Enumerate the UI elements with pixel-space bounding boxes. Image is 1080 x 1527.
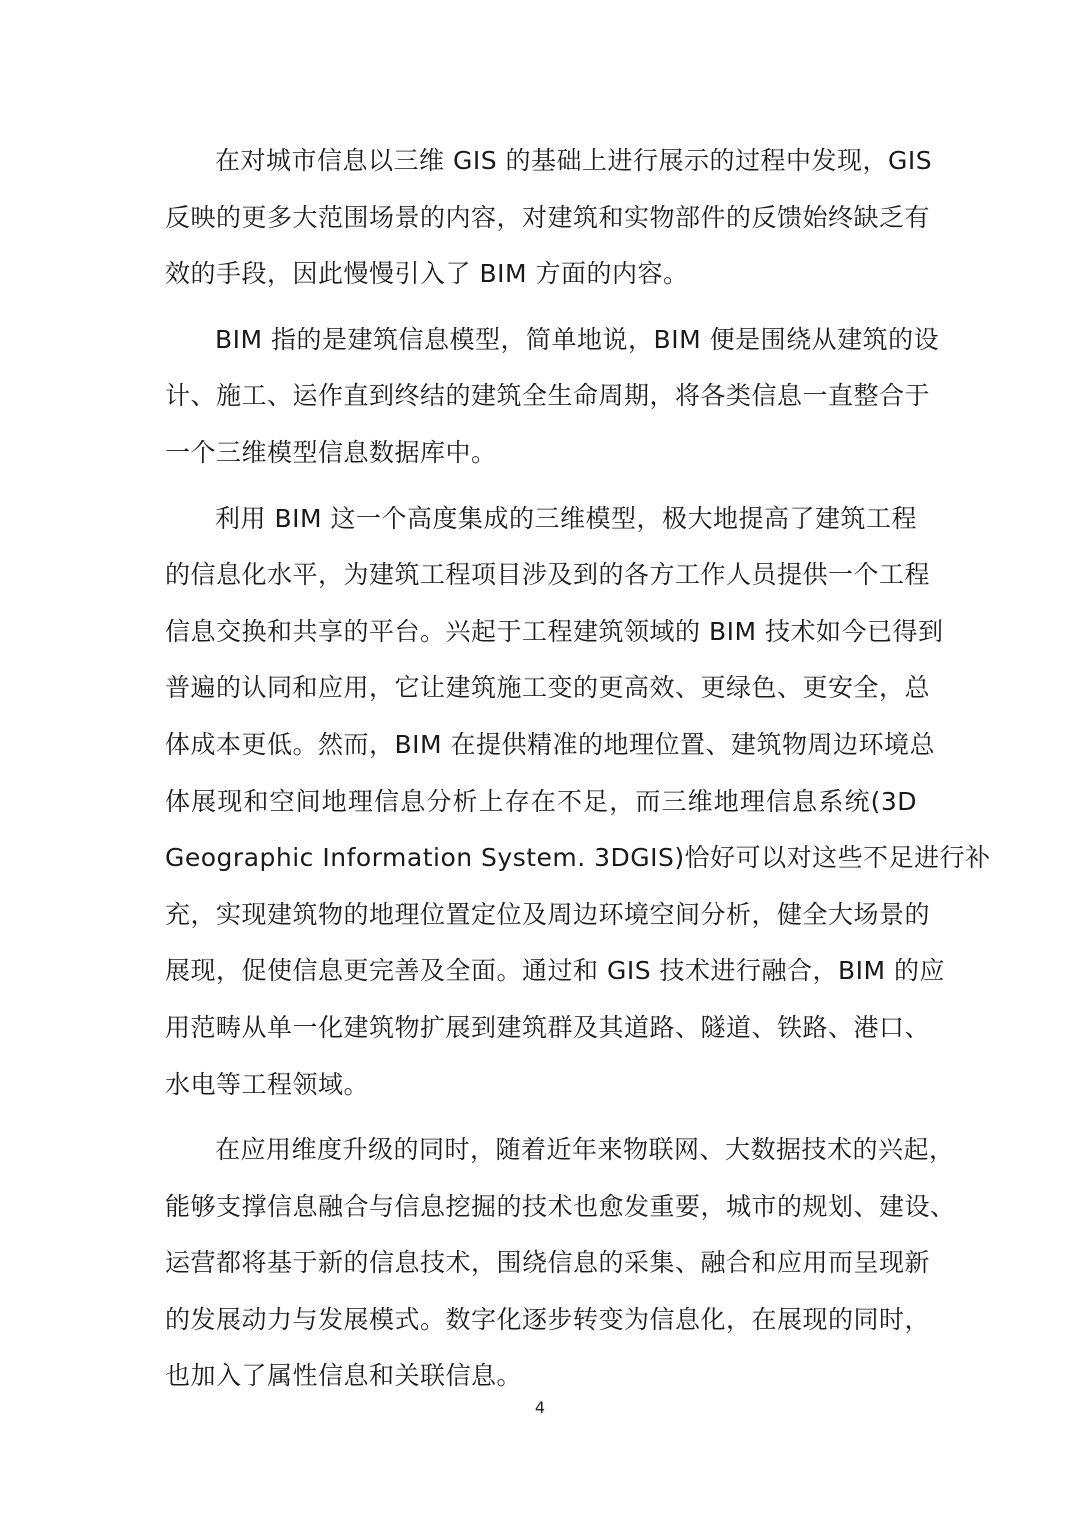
- text-line: 也加入了属性信息和关联信息。: [165, 1361, 523, 1391]
- page-number: 4: [534, 1398, 546, 1417]
- paragraph-information-upgrade: [165, 1122, 956, 1405]
- text-line: 充，实现建筑物的地理位置定位及周边环境空间分析，健全大场景的: [165, 899, 931, 929]
- text-line: 效的手段，因此慢慢引入了 BIM 方面的内容。: [165, 259, 689, 289]
- body-text: [165, 133, 991, 1414]
- text-line: 一个三维模型信息数据库中。: [165, 437, 497, 467]
- text-line: 计、施工、运作直到终结的建筑全生命周期，将各类信息一直整合于: [165, 381, 931, 411]
- text-line: 在应用维度升级的同时，随着近年来物联网、大数据技术的兴起，: [215, 1135, 955, 1165]
- text-line: 在对城市信息以三维 GIS 的基础上进行展示的过程中发现，GIS: [215, 146, 933, 175]
- text-line: 普遍的认同和应用，它让建筑施工变的更高效、更绿色、更安全，总: [165, 673, 931, 703]
- text-line: 用范畴从单一化建筑物扩展到建筑群及其道路、隧道、铁路、港口、: [165, 1012, 931, 1042]
- paragraph-bim-gis-integration: [165, 491, 991, 1114]
- text-line: 水电等工程领域。: [165, 1069, 370, 1099]
- text-line: 体展现和空间地理信息分析上存在不足，而三维地理信息系统(3D: [165, 786, 917, 816]
- text-line: 运营都将基于新的信息技术，围绕信息的采集、融合和应用而呈现新: [165, 1248, 931, 1278]
- text-line: 反映的更多大范围场景的内容，对建筑和实物部件的反馈始终缺乏有: [165, 202, 931, 232]
- text-line: 信息交换和共享的平台。兴起于工程建筑领域的 BIM 技术如今已得到: [165, 616, 944, 646]
- text-line: 的信息化水平，为建筑工程项目涉及到的各方工作人员提供一个工程: [165, 560, 931, 590]
- text-line: 利用 BIM 这一个高度集成的三维模型，极大地提高了建筑工程: [215, 503, 917, 533]
- text-line: 展现，促使信息更完善及全面。通过和 GIS 技术进行融合，BIM 的应: [165, 956, 946, 986]
- text-line: 体成本更低。然而，BIM 在提供精准的地理位置、建筑物周边环境总: [165, 729, 936, 759]
- text-line: 的发展动力与发展模式。数字化逐步转变为信息化，在展现的同时，: [165, 1304, 931, 1334]
- text-line: Geographic Information System. 3DGIS)恰好可以对这些不足进行补: [165, 843, 991, 873]
- text-line: BIM 指的是建筑信息模型，简单地说，BIM 便是围绕从建筑的设: [215, 324, 940, 354]
- text-line: 能够支撑信息融合与信息挖掘的技术也愈发重要，城市的规划、建设、: [165, 1191, 956, 1221]
- paragraph-gis-display: [165, 133, 933, 303]
- paragraph-bim-definition: [165, 312, 940, 482]
